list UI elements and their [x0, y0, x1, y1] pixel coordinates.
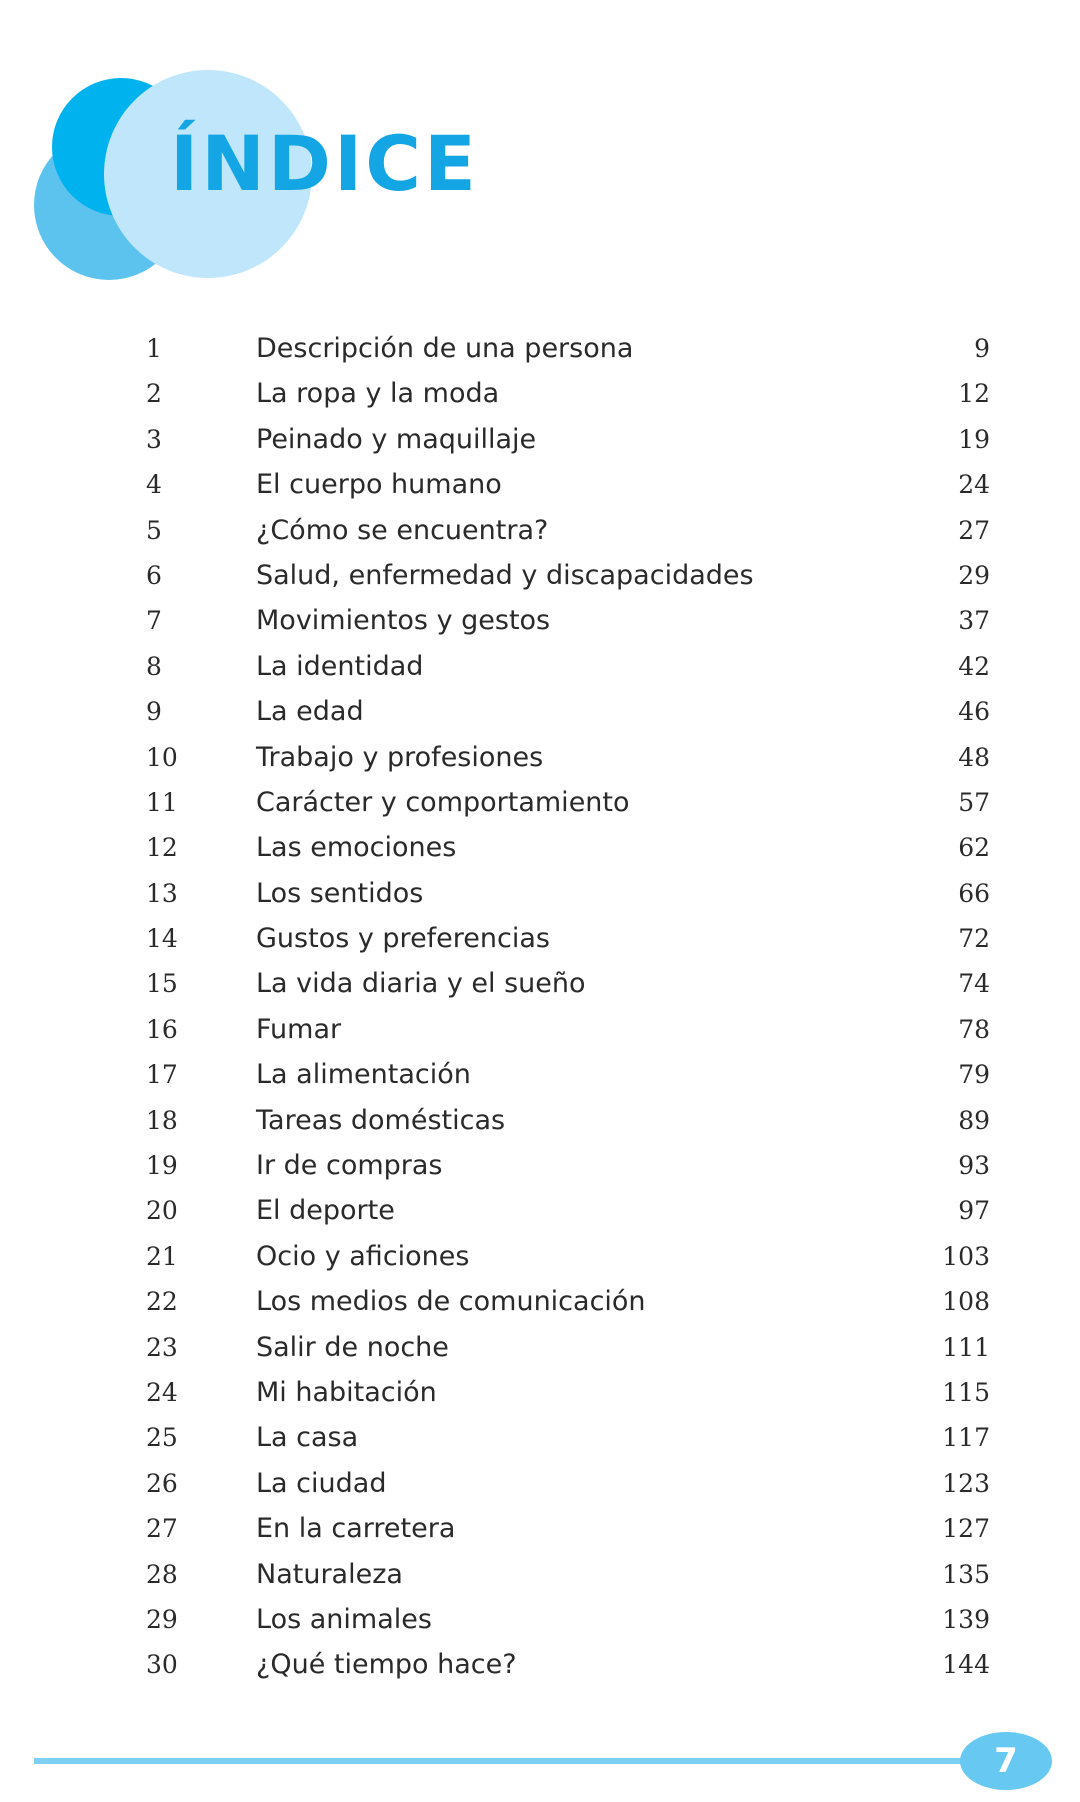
toc-entry-number: 25 — [146, 1423, 178, 1453]
toc-entry-page: 135 — [942, 1559, 990, 1589]
toc-entry-page: 79 — [958, 1060, 990, 1090]
toc-entry-number: 8 — [146, 651, 162, 681]
toc-entry-number: 9 — [146, 697, 162, 727]
toc-entry[interactable] — [0, 735, 1080, 780]
toc-entry-page: 66 — [958, 878, 990, 908]
toc-entry[interactable] — [0, 1325, 1080, 1370]
toc-entry-page: 27 — [958, 515, 990, 545]
toc-entry[interactable] — [0, 1007, 1080, 1052]
toc-entry-title[interactable]: Trabajo y profesiones — [256, 741, 544, 773]
toc-entry-page: 72 — [958, 924, 990, 954]
toc-entry-title[interactable]: Los animales — [256, 1603, 432, 1635]
toc-entry[interactable] — [0, 326, 1080, 371]
toc-entry[interactable] — [0, 961, 1080, 1006]
toc-entry-number: 19 — [146, 1151, 178, 1181]
toc-entry-page: 74 — [958, 969, 990, 999]
toc-entry-title[interactable]: La vida diaria y el sueño — [256, 968, 586, 1000]
toc-entry[interactable] — [0, 1461, 1080, 1506]
toc-entry-page: 46 — [958, 697, 990, 727]
toc-entry[interactable] — [0, 417, 1080, 462]
toc-entry-title[interactable]: Gustos y preferencias — [256, 923, 550, 955]
toc-entry[interactable] — [0, 553, 1080, 598]
toc-entry-number: 12 — [146, 833, 178, 863]
toc-entry-title[interactable]: La edad — [256, 696, 364, 728]
toc-entry-number: 5 — [146, 515, 162, 545]
footer-divider — [34, 1758, 974, 1764]
toc-entry-number: 16 — [146, 1014, 178, 1044]
toc-entry-number: 21 — [146, 1241, 178, 1271]
toc-entry-page: 37 — [958, 606, 990, 636]
toc-entry-number: 22 — [146, 1287, 178, 1317]
page-number-badge: 7 — [960, 1732, 1052, 1790]
toc-entry[interactable] — [0, 825, 1080, 870]
toc-entry-number: 24 — [146, 1377, 178, 1407]
toc-entry-page: 115 — [942, 1377, 990, 1407]
toc-entry-page: 89 — [958, 1105, 990, 1135]
toc-entry-title[interactable]: Mi habitación — [256, 1376, 437, 1408]
toc-entry-title[interactable]: Movimientos y gestos — [256, 605, 551, 637]
toc-entry-title[interactable]: ¿Cómo se encuentra? — [256, 514, 549, 546]
toc-entry[interactable] — [0, 1143, 1080, 1188]
toc-entry[interactable] — [0, 916, 1080, 961]
toc-entry-title[interactable]: El cuerpo humano — [256, 469, 502, 501]
page-title: ÍNDICE — [170, 119, 479, 208]
toc-entry-page: 139 — [942, 1604, 990, 1634]
toc-entry-page: 29 — [958, 560, 990, 590]
toc-entry-page: 97 — [958, 1196, 990, 1226]
toc-entry-number: 29 — [146, 1604, 178, 1634]
toc-entry[interactable] — [0, 1098, 1080, 1143]
toc-entry-page: 117 — [942, 1423, 990, 1453]
toc-entry[interactable] — [0, 689, 1080, 734]
toc-entry[interactable] — [0, 598, 1080, 643]
header — [0, 0, 520, 300]
toc-entry-number: 26 — [146, 1468, 178, 1498]
toc-entry[interactable] — [0, 1052, 1080, 1097]
toc-entry-number: 2 — [146, 379, 162, 409]
toc-entry-title[interactable]: Los sentidos — [256, 877, 424, 909]
toc-entry-page: 93 — [958, 1151, 990, 1181]
toc-entry-title[interactable]: Salud, enfermedad y discapacidades — [256, 559, 754, 591]
toc-entry-page: 24 — [958, 470, 990, 500]
toc-entry-title[interactable]: Naturaleza — [256, 1558, 403, 1590]
toc-entry[interactable] — [0, 371, 1080, 416]
toc-entry[interactable] — [0, 871, 1080, 916]
toc-entry-title[interactable]: En la carretera — [256, 1513, 456, 1545]
toc-entry[interactable] — [0, 1597, 1080, 1642]
toc-entry-title[interactable]: Fumar — [256, 1013, 342, 1045]
toc-entry-page: 48 — [958, 742, 990, 772]
toc-entry-number: 10 — [146, 742, 178, 772]
toc-entry-number: 27 — [146, 1514, 178, 1544]
toc-entry-title[interactable]: La ciudad — [256, 1467, 387, 1499]
toc-entry[interactable] — [0, 1506, 1080, 1551]
toc-entry-title[interactable]: La ropa y la moda — [256, 378, 500, 410]
toc-entry-page: 62 — [958, 833, 990, 863]
toc-entry-page: 78 — [958, 1014, 990, 1044]
toc-entry-title[interactable]: ¿Qué tiempo hace? — [256, 1649, 517, 1681]
toc-entry[interactable] — [0, 1188, 1080, 1233]
toc-entry-title[interactable]: Ir de compras — [256, 1150, 443, 1182]
toc-entry-page: 111 — [942, 1332, 990, 1362]
toc-entry-number: 1 — [146, 334, 162, 363]
toc-entry-title[interactable]: El deporte — [256, 1195, 395, 1227]
toc-entry[interactable] — [0, 462, 1080, 507]
toc-entry[interactable] — [0, 1642, 1080, 1687]
toc-entry-number: 28 — [146, 1559, 178, 1589]
toc-entry-number: 20 — [146, 1196, 178, 1226]
toc-entry-page: 108 — [942, 1287, 990, 1317]
toc-entry-page: 57 — [958, 787, 990, 817]
toc-entry[interactable] — [0, 1552, 1080, 1597]
toc-entry-number: 18 — [146, 1105, 178, 1135]
toc-entry-page: 103 — [942, 1241, 990, 1271]
toc-entry[interactable] — [0, 1234, 1080, 1279]
toc-entry-number: 14 — [146, 924, 178, 954]
toc-entry[interactable] — [0, 644, 1080, 689]
toc-entry-title[interactable]: Descripción de una persona — [256, 333, 634, 364]
toc-entry-number: 30 — [146, 1650, 178, 1680]
toc-entry-title[interactable]: Salir de noche — [256, 1331, 449, 1363]
toc-entry-title[interactable]: La identidad — [256, 650, 424, 682]
toc-entry-title[interactable]: La casa — [256, 1422, 359, 1454]
toc-entry-title[interactable]: Tareas domésticas — [256, 1104, 506, 1136]
toc-entry-number: 15 — [146, 969, 178, 999]
toc-entry-page: 19 — [958, 424, 990, 454]
toc-entry[interactable] — [0, 508, 1080, 553]
toc-entry-page: 127 — [942, 1514, 990, 1544]
toc-entry-title[interactable]: Ocio y aficiones — [256, 1240, 470, 1272]
toc-entry-title[interactable]: Los medios de comunicación — [256, 1286, 646, 1318]
toc-entry-number: 11 — [146, 787, 178, 817]
toc-entry[interactable] — [0, 1370, 1080, 1415]
toc-entry[interactable] — [0, 1279, 1080, 1324]
toc-entry-title[interactable]: Las emociones — [256, 832, 457, 864]
toc-entry-page: 9 — [974, 334, 990, 363]
toc-entry-page: 123 — [942, 1468, 990, 1498]
table-of-contents — [0, 326, 1080, 1688]
toc-entry-page: 144 — [942, 1650, 990, 1680]
toc-entry[interactable] — [0, 1415, 1080, 1460]
toc-entry-number: 3 — [146, 424, 162, 454]
toc-entry-title[interactable]: Carácter y comportamiento — [256, 786, 630, 818]
toc-entry-title[interactable]: La alimentación — [256, 1059, 471, 1091]
toc-entry-number: 17 — [146, 1060, 178, 1090]
toc-entry-title[interactable]: Peinado y maquillaje — [256, 423, 537, 455]
toc-entry-number: 7 — [146, 606, 162, 636]
toc-entry-number: 13 — [146, 878, 178, 908]
toc-entry[interactable] — [0, 780, 1080, 825]
toc-entry-number: 23 — [146, 1332, 178, 1362]
toc-entry-number: 4 — [146, 470, 162, 500]
toc-entry-number: 6 — [146, 560, 162, 590]
toc-entry-page: 12 — [958, 379, 990, 409]
toc-entry-page: 42 — [958, 651, 990, 681]
